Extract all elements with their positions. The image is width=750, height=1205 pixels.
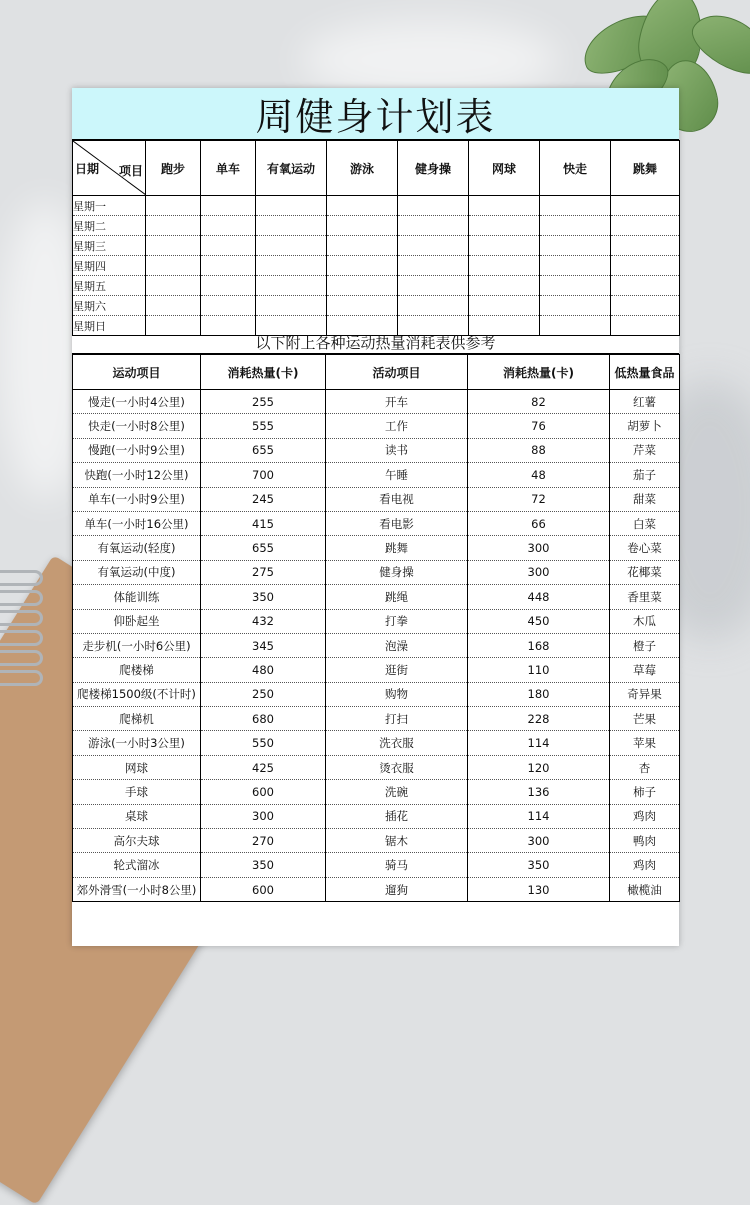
page-title: 周健身计划表 (72, 88, 679, 140)
exercise-name: 快走(一小时8公里) (73, 414, 201, 438)
plan-entry-cell[interactable] (146, 196, 201, 216)
exercise-calories: 350 (201, 585, 326, 609)
low-calorie-food: 草莓 (610, 658, 680, 682)
plan-entry-cell[interactable] (469, 256, 540, 276)
plan-entry-cell[interactable] (469, 296, 540, 316)
plan-entry-cell[interactable] (327, 236, 398, 256)
activity-name: 锯木 (326, 829, 468, 853)
exercise-calories: 345 (201, 633, 326, 657)
activity-name: 插花 (326, 804, 468, 828)
low-calorie-food: 红薯 (610, 390, 680, 414)
calorie-table-row (73, 609, 680, 633)
exercise-name: 桌球 (73, 804, 201, 828)
exercise-calories: 550 (201, 731, 326, 755)
activity-calories: 114 (468, 804, 610, 828)
plan-entry-cell[interactable] (469, 196, 540, 216)
plan-entry-cell[interactable] (201, 256, 256, 276)
calorie-table-row (73, 585, 680, 609)
calorie-table-row (73, 707, 680, 731)
activity-name: 读书 (326, 438, 468, 462)
exercise-name: 慢跑(一小时9公里) (73, 438, 201, 462)
calorie-column-header: 消耗热量(卡) (468, 355, 610, 390)
activity-name: 看电影 (326, 511, 468, 535)
exercise-calories: 250 (201, 682, 326, 706)
plan-column-header: 游泳 (327, 141, 398, 196)
exercise-calories: 270 (201, 829, 326, 853)
plan-entry-cell[interactable] (201, 276, 256, 296)
activity-calories: 88 (468, 438, 610, 462)
plan-column-header: 单车 (201, 141, 256, 196)
plan-entry-cell[interactable] (201, 296, 256, 316)
plan-entry-cell[interactable] (611, 256, 680, 276)
plan-entry-cell[interactable] (256, 256, 327, 276)
plan-entry-cell[interactable] (611, 276, 680, 296)
exercise-name: 网球 (73, 755, 201, 779)
plan-column-header: 跳舞 (611, 141, 680, 196)
calorie-column-header: 运动项目 (73, 355, 201, 390)
low-calorie-food: 胡萝卜 (610, 414, 680, 438)
plan-day-label: 星期三 (73, 236, 146, 256)
low-calorie-food: 鸭肉 (610, 829, 680, 853)
activity-name: 开车 (326, 390, 468, 414)
exercise-name: 轮式溜冰 (73, 853, 201, 877)
corner-label-item: 项目 (118, 164, 143, 178)
plan-column-header: 快走 (540, 141, 611, 196)
exercise-name: 爬楼梯1500级(不计时) (73, 682, 201, 706)
plan-entry-cell[interactable] (256, 296, 327, 316)
activity-calories: 82 (468, 390, 610, 414)
plan-entry-cell[interactable] (327, 196, 398, 216)
plan-entry-cell[interactable] (540, 236, 611, 256)
plan-entry-cell[interactable] (327, 256, 398, 276)
plan-entry-cell[interactable] (201, 196, 256, 216)
calorie-column-header: 活动项目 (326, 355, 468, 390)
activity-name: 打拳 (326, 609, 468, 633)
activity-calories: 120 (468, 755, 610, 779)
plan-column-header: 网球 (469, 141, 540, 196)
activity-name: 跳舞 (326, 536, 468, 560)
activity-name: 洗碗 (326, 780, 468, 804)
activity-name: 洗衣服 (326, 731, 468, 755)
exercise-calories: 255 (201, 390, 326, 414)
activity-name: 烫衣服 (326, 755, 468, 779)
plan-day-row (73, 296, 680, 316)
activity-calories: 168 (468, 633, 610, 657)
plan-entry-cell[interactable] (146, 216, 201, 236)
plan-entry-cell[interactable] (256, 216, 327, 236)
plan-entry-cell[interactable] (398, 216, 469, 236)
exercise-name: 有氧运动(轻度) (73, 536, 201, 560)
calorie-table-row (73, 853, 680, 877)
calorie-table-row (73, 755, 680, 779)
plan-entry-cell[interactable] (256, 196, 327, 216)
low-calorie-food: 芹菜 (610, 438, 680, 462)
plan-day-label: 星期六 (73, 296, 146, 316)
low-calorie-food: 橙子 (610, 633, 680, 657)
plan-entry-cell[interactable] (398, 256, 469, 276)
plan-entry-cell[interactable] (146, 296, 201, 316)
calorie-table-row (73, 780, 680, 804)
plan-entry-cell[interactable] (611, 196, 680, 216)
calorie-column-header: 消耗热量(卡) (201, 355, 326, 390)
low-calorie-food: 香里菜 (610, 585, 680, 609)
activity-calories: 300 (468, 560, 610, 584)
low-calorie-food: 花椰菜 (610, 560, 680, 584)
plan-day-row (73, 236, 680, 256)
plan-entry-cell[interactable] (469, 276, 540, 296)
plan-entry-cell[interactable] (540, 256, 611, 276)
exercise-calories: 425 (201, 755, 326, 779)
calorie-table-row (73, 829, 680, 853)
exercise-name: 快跑(一小时12公里) (73, 463, 201, 487)
exercise-calories: 432 (201, 609, 326, 633)
plan-day-row (73, 196, 680, 216)
plan-entry-cell[interactable] (327, 296, 398, 316)
calorie-table (72, 354, 680, 902)
plan-entry-cell[interactable] (540, 276, 611, 296)
low-calorie-food: 芒果 (610, 707, 680, 731)
activity-calories: 228 (468, 707, 610, 731)
low-calorie-food: 甜菜 (610, 487, 680, 511)
plan-entry-cell[interactable] (256, 276, 327, 296)
calorie-table-row (73, 658, 680, 682)
plan-day-label: 星期二 (73, 216, 146, 236)
exercise-name: 体能训练 (73, 585, 201, 609)
activity-name: 打扫 (326, 707, 468, 731)
calorie-table-row (73, 682, 680, 706)
plan-entry-cell[interactable] (611, 296, 680, 316)
exercise-calories: 600 (201, 877, 326, 901)
low-calorie-food: 杏 (610, 755, 680, 779)
exercise-name: 游泳(一小时3公里) (73, 731, 201, 755)
low-calorie-food: 奇异果 (610, 682, 680, 706)
activity-calories: 448 (468, 585, 610, 609)
exercise-name: 仰卧起坐 (73, 609, 201, 633)
plan-entry-cell[interactable] (398, 236, 469, 256)
plan-entry-cell[interactable] (540, 296, 611, 316)
exercise-calories: 655 (201, 438, 326, 462)
activity-calories: 300 (468, 536, 610, 560)
plan-entry-cell[interactable] (469, 216, 540, 236)
exercise-name: 单车(一小时16公里) (73, 511, 201, 535)
low-calorie-food: 橄榄油 (610, 877, 680, 901)
exercise-name: 慢走(一小时4公里) (73, 390, 201, 414)
activity-calories: 180 (468, 682, 610, 706)
calorie-table-row (73, 536, 680, 560)
low-calorie-food: 鸡肉 (610, 853, 680, 877)
activity-calories: 350 (468, 853, 610, 877)
plan-entry-cell[interactable] (540, 196, 611, 216)
calorie-table-row (73, 511, 680, 535)
plan-entry-cell[interactable] (327, 216, 398, 236)
exercise-name: 高尔夫球 (73, 829, 201, 853)
plan-entry-cell[interactable] (201, 216, 256, 236)
low-calorie-food: 苹果 (610, 731, 680, 755)
calorie-table-row (73, 414, 680, 438)
low-calorie-food: 鸡肉 (610, 804, 680, 828)
calorie-table-row (73, 731, 680, 755)
exercise-calories: 300 (201, 804, 326, 828)
plan-column-header: 跑步 (146, 141, 201, 196)
plan-entry-cell[interactable] (327, 276, 398, 296)
activity-name: 购物 (326, 682, 468, 706)
calorie-table-row (73, 487, 680, 511)
plan-entry-cell[interactable] (201, 236, 256, 256)
calorie-table-row (73, 633, 680, 657)
activity-name: 逛街 (326, 658, 468, 682)
activity-calories: 136 (468, 780, 610, 804)
activity-name: 午睡 (326, 463, 468, 487)
exercise-name: 郊外滑雪(一小时8公里) (73, 877, 201, 901)
exercise-calories: 415 (201, 511, 326, 535)
activity-name: 健身操 (326, 560, 468, 584)
exercise-calories: 245 (201, 487, 326, 511)
activity-calories: 72 (468, 487, 610, 511)
calorie-table-row (73, 560, 680, 584)
calorie-table-row (73, 877, 680, 901)
plan-entry-cell[interactable] (398, 196, 469, 216)
exercise-name: 手球 (73, 780, 201, 804)
plan-entry-cell[interactable] (469, 236, 540, 256)
calorie-table-row (73, 390, 680, 414)
low-calorie-food: 木瓜 (610, 609, 680, 633)
fitness-plan-sheet (72, 88, 679, 946)
plan-entry-cell[interactable] (398, 276, 469, 296)
activity-calories: 130 (468, 877, 610, 901)
low-calorie-food: 柿子 (610, 780, 680, 804)
low-calorie-food: 白菜 (610, 511, 680, 535)
plan-entry-cell[interactable] (146, 236, 201, 256)
exercise-name: 单车(一小时9公里) (73, 487, 201, 511)
plan-entry-cell[interactable] (398, 296, 469, 316)
exercise-name: 爬楼梯 (73, 658, 201, 682)
corner-label-date: 日期 (75, 162, 100, 176)
plan-entry-cell[interactable] (146, 276, 201, 296)
exercise-calories: 655 (201, 536, 326, 560)
exercise-calories: 480 (201, 658, 326, 682)
low-calorie-food: 卷心菜 (610, 536, 680, 560)
activity-name: 跳绳 (326, 585, 468, 609)
exercise-calories: 700 (201, 463, 326, 487)
plan-entry-cell[interactable] (256, 236, 327, 256)
plan-entry-cell[interactable] (611, 216, 680, 236)
exercise-name: 走步机(一小时6公里) (73, 633, 201, 657)
activity-name: 泡澡 (326, 633, 468, 657)
weekly-plan-table (72, 140, 680, 336)
reference-notice: 以下附上各种运动热量消耗表供参考 (72, 333, 679, 354)
activity-calories: 110 (468, 658, 610, 682)
plan-entry-cell[interactable] (146, 256, 201, 276)
activity-calories: 76 (468, 414, 610, 438)
exercise-name: 有氧运动(中度) (73, 560, 201, 584)
calorie-table-row (73, 438, 680, 462)
plan-column-header: 有氧运动 (256, 141, 327, 196)
exercise-calories: 555 (201, 414, 326, 438)
exercise-calories: 600 (201, 780, 326, 804)
activity-calories: 300 (468, 829, 610, 853)
plan-corner-cell (73, 141, 146, 196)
plan-day-label: 星期五 (73, 276, 146, 296)
activity-name: 遛狗 (326, 877, 468, 901)
plan-day-label: 星期四 (73, 256, 146, 276)
activity-calories: 450 (468, 609, 610, 633)
calorie-column-header: 低热量食品 (610, 355, 680, 390)
activity-name: 看电视 (326, 487, 468, 511)
plan-day-label: 星期一 (73, 196, 146, 216)
exercise-calories: 680 (201, 707, 326, 731)
plan-day-row (73, 256, 680, 276)
plan-entry-cell[interactable] (540, 216, 611, 236)
exercise-calories: 350 (201, 853, 326, 877)
low-calorie-food: 茄子 (610, 463, 680, 487)
activity-calories: 66 (468, 511, 610, 535)
calorie-table-row (73, 463, 680, 487)
plan-column-header: 健身操 (398, 141, 469, 196)
plan-entry-cell[interactable] (611, 236, 680, 256)
exercise-calories: 275 (201, 560, 326, 584)
exercise-name: 爬梯机 (73, 707, 201, 731)
notebook-rings (0, 560, 60, 720)
plan-day-row (73, 216, 680, 236)
activity-name: 骑马 (326, 853, 468, 877)
activity-calories: 48 (468, 463, 610, 487)
plan-day-label: 星期日 (73, 316, 146, 336)
calorie-table-row (73, 804, 680, 828)
plan-day-row (73, 276, 680, 296)
activity-name: 工作 (326, 414, 468, 438)
activity-calories: 114 (468, 731, 610, 755)
